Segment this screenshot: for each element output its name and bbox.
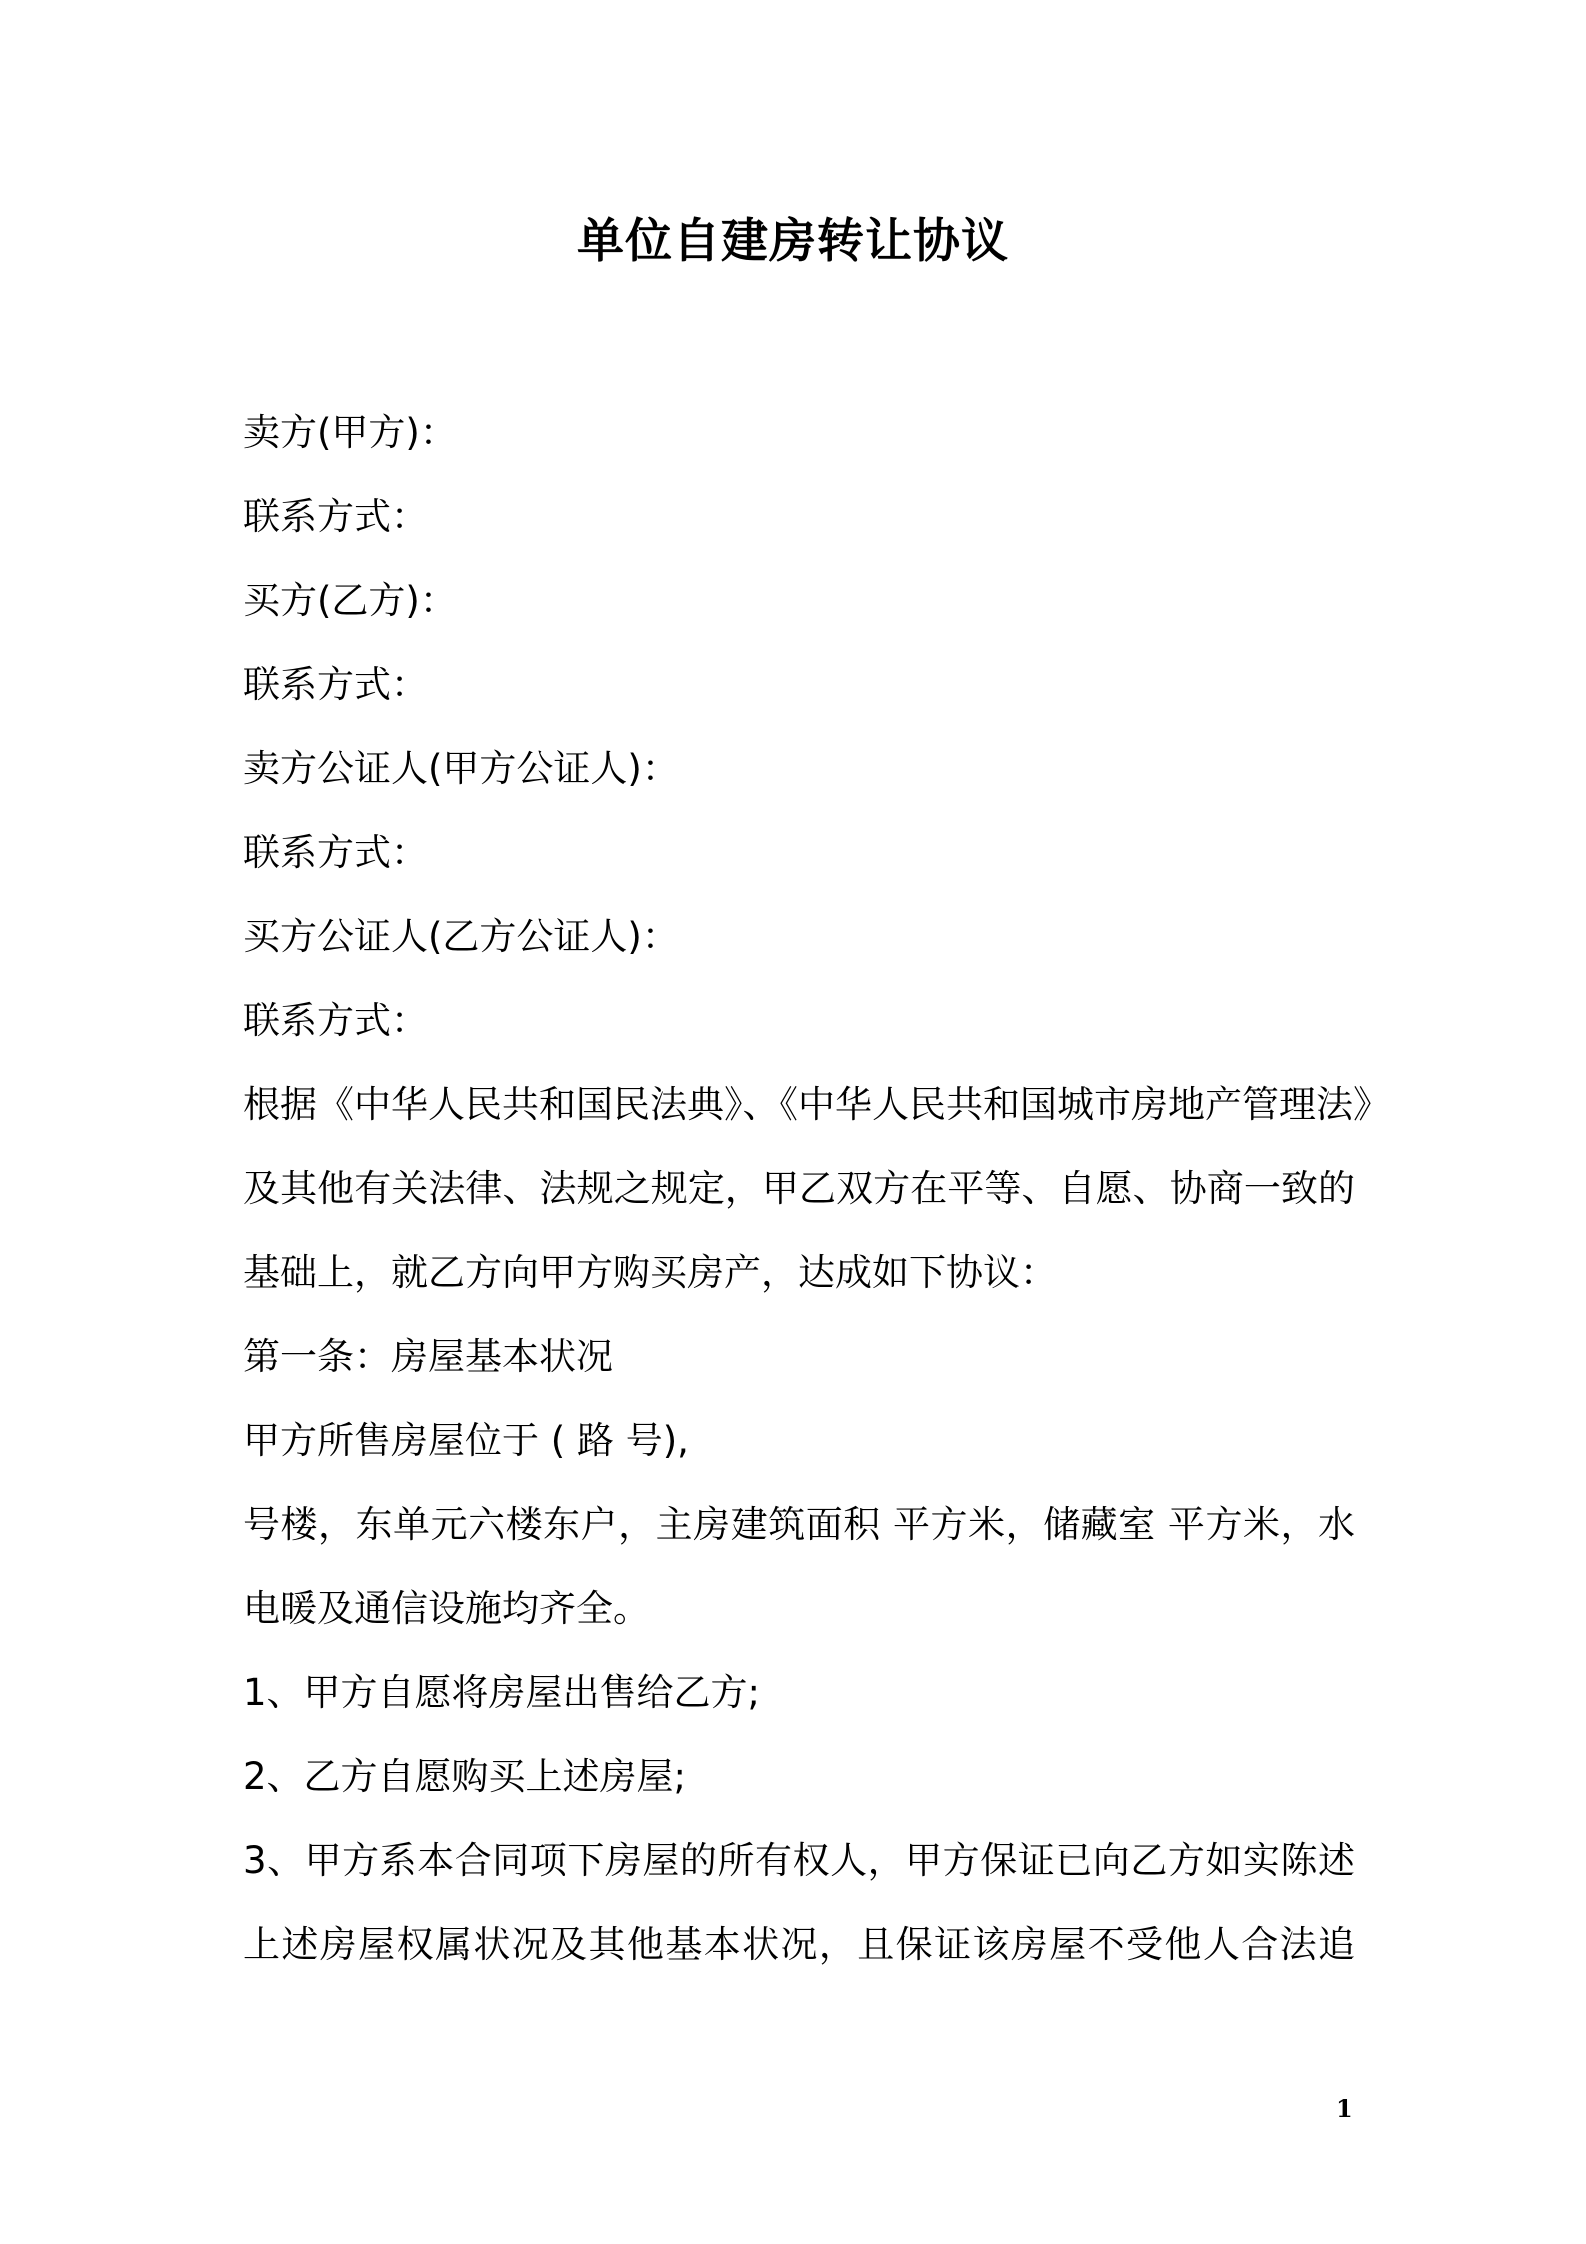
clause-item: 1、甲方自愿将房屋出售给乙方; bbox=[243, 1671, 761, 1714]
seller-notary-label: 卖方公证人(甲方公证人)： bbox=[243, 747, 679, 790]
buyer-notary-label: 买方公证人(乙方公证人)： bbox=[243, 915, 679, 958]
buyer-contact-label: 联系方式： bbox=[243, 663, 428, 706]
preamble-line: 基础上，就乙方向甲方购买房产，达成如下协议： bbox=[243, 1251, 1057, 1294]
document-title: 单位自建房转让协议 bbox=[577, 214, 1009, 269]
seller-label: 卖方(甲方)： bbox=[243, 411, 457, 454]
preamble-line: 及其他有关法律、法规之规定，甲乙双方在平等、自愿、协商一致的 bbox=[243, 1167, 1355, 1210]
clause-item: 2、乙方自愿购买上述房屋; bbox=[243, 1755, 687, 1798]
body-line: 号楼，东单元六楼东户，主房建筑面积 平方米，储藏室 平方米，水 bbox=[243, 1503, 1355, 1546]
buyer-label: 买方(乙方)： bbox=[243, 579, 457, 622]
buyer-notary-contact-label: 联系方式： bbox=[243, 999, 428, 1042]
preamble-line: 根据《中华人民共和国民法典》、《中华人民共和国城市房地产管理法》 bbox=[243, 1083, 1390, 1126]
seller-notary-contact-label: 联系方式： bbox=[243, 831, 428, 874]
clause-item: 3、甲方系本合同项下房屋的所有权人，甲方保证已向乙方如实陈述 bbox=[243, 1839, 1355, 1882]
body-line: 电暖及通信设施均齐全。 bbox=[243, 1587, 650, 1630]
body-line: 甲方所售房屋位于 ( 路 号), bbox=[243, 1419, 689, 1462]
page-number: 1 bbox=[1336, 2094, 1353, 2123]
seller-contact-label: 联系方式： bbox=[243, 495, 428, 538]
clause-item-continuation: 上述房屋权属状况及其他基本状况，且保证该房屋不受他人合法追 bbox=[243, 1923, 1355, 1966]
article-heading: 第一条：房屋基本状况 bbox=[243, 1335, 613, 1378]
